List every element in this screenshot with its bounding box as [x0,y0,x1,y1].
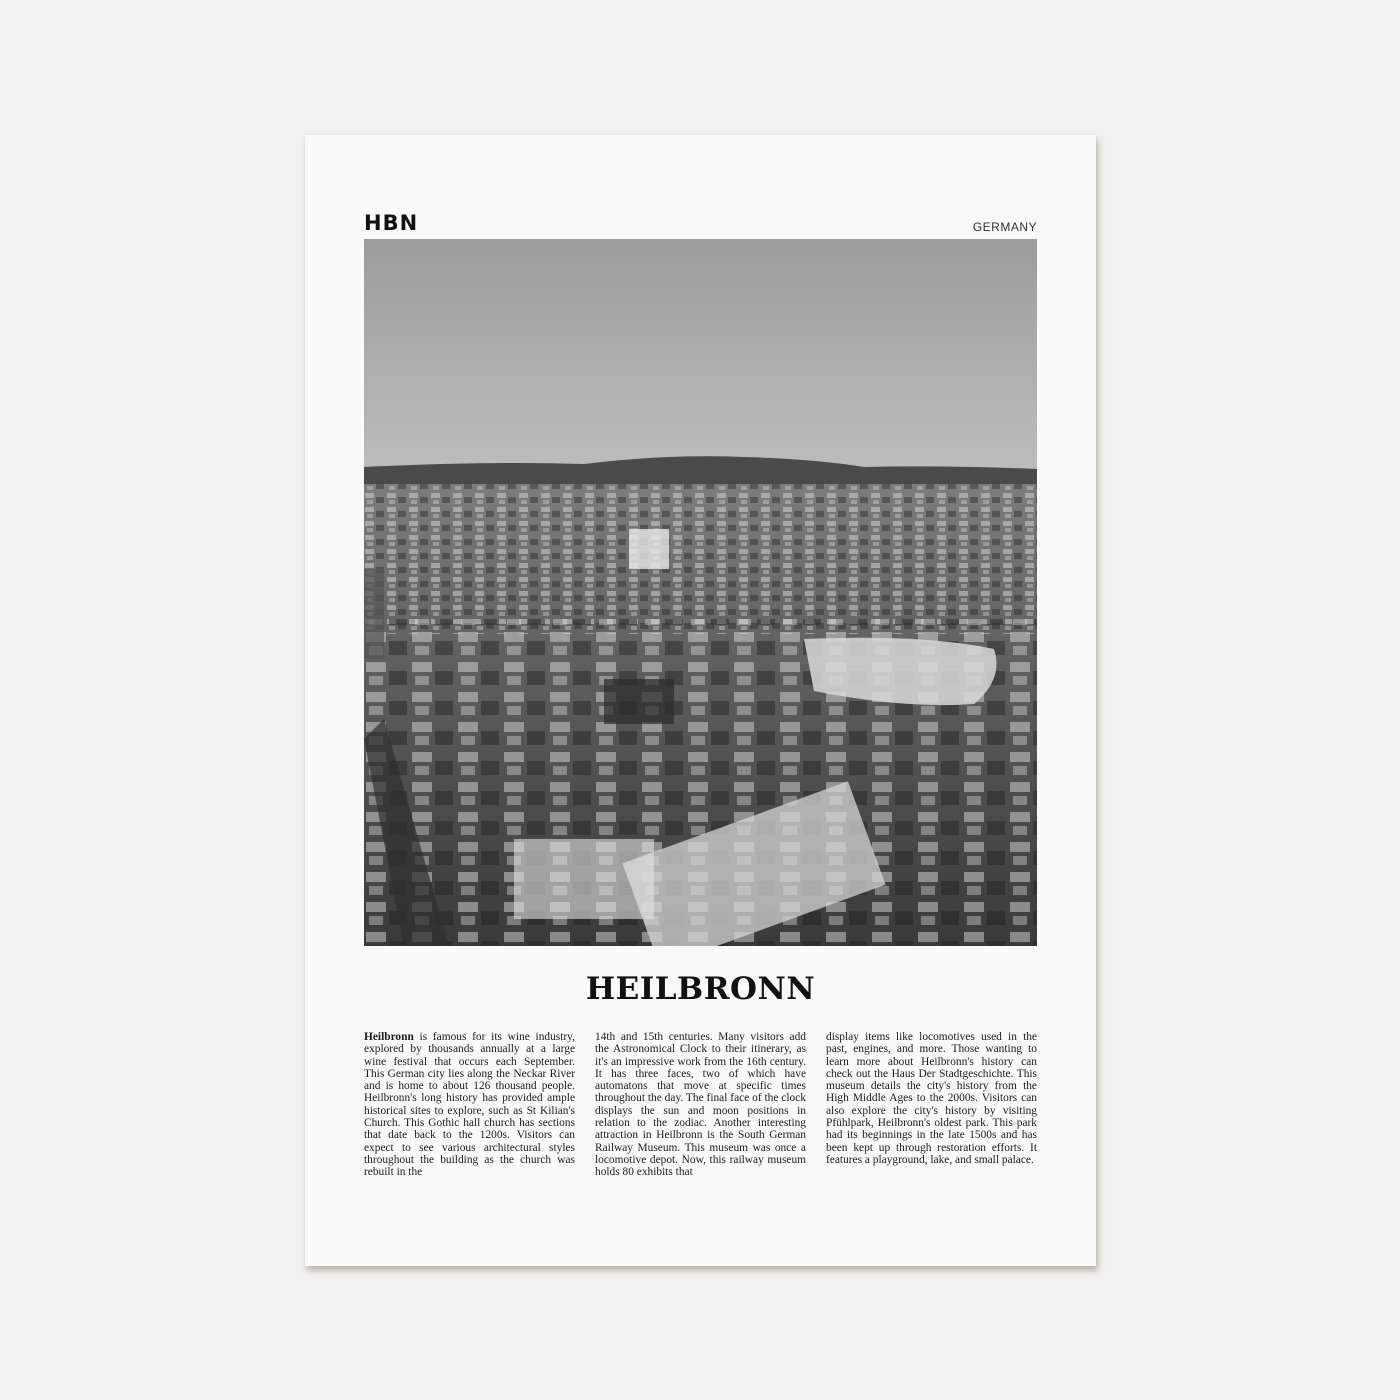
intro-bold: Heilbronn [364,1031,414,1043]
column-2-text: 14th and 15th centuries. Many visitors add the Astronomical Clock to their itinerary, as it's an impressive work from the 16th century. It has three faces, two of which have automatons that move at specific times throughout the day. The final face of the clock displays the sun and moon positions in relation to the zodiac. Another interesting attraction in Heilbronn is the South German Railway Museum. This museum was once a locomotive depot. Now, this railway museum holds 80 exhibits that [595,1031,806,1179]
city-photo-illustration [364,239,1037,946]
country-label: GERMANY [972,220,1037,234]
city-code: HBN [364,211,419,235]
description-column-2 [595,1031,806,1179]
column-3-text: display items like locomotives used in the past, engines, and more. Those wanting to learn more about Heilbronn's history can check out the Haus Der Stadtgeschichte. This museum details the city's history from the High Middle Ages to the 2000s. Visitors can also explore the city's history by visiting Pfühlpark, Heilbronn's oldest park. This park had its beginnings in the late 1500s and has been kept up through restoration efforts. It features a playground, lake, and small palace. [826,1031,1037,1166]
column-1-text: is famous for its wine industry, explored by thousands annually at a large wine festival that occurs each September. This German city lies along the Neckar River and is home to about 126 thousand people. Heilbronn's long history has provided ample historical sites to explore, such as St Kilian's Church. This Gothic hall church has sections that date back to the 1200s. Visitors can expect to see various architectural styles throughout the building as the church was rebuilt in the [364,1031,575,1179]
description-columns [364,1031,1037,1179]
city-title: HEILBRONN [585,971,816,1007]
description-column-3 [826,1031,1037,1179]
aerial-city-photo [364,239,1037,946]
description-column-1 [364,1031,575,1179]
poster [305,135,1096,1266]
